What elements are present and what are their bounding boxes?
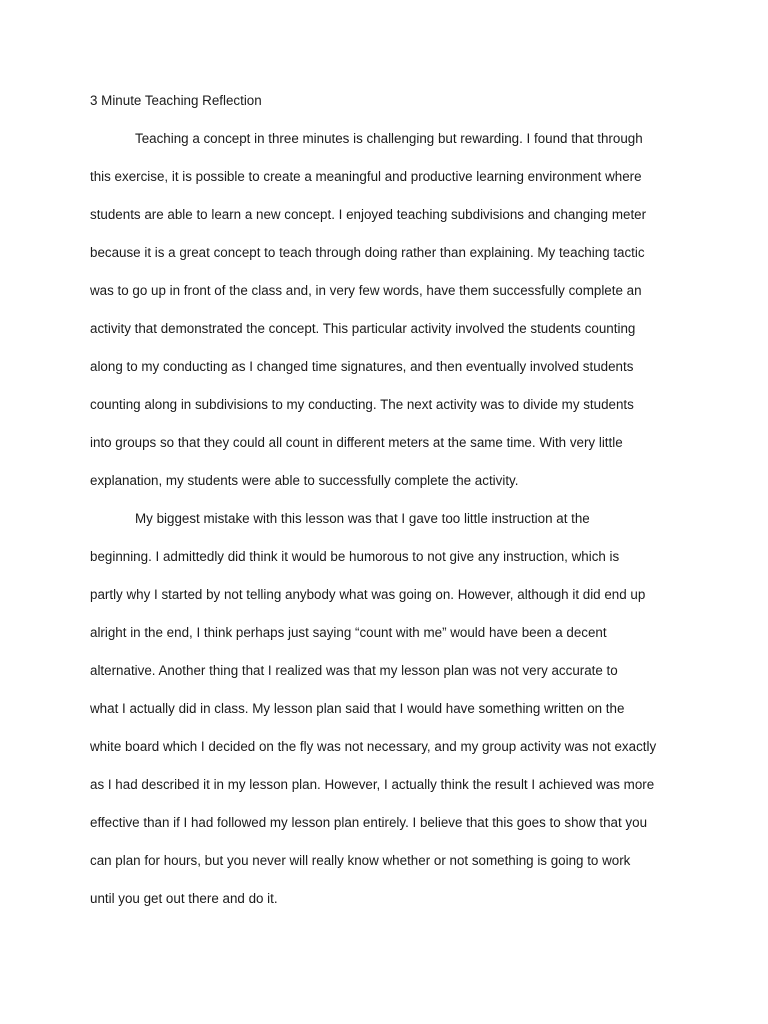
text-line-p2-8: as I had described it in my lesson plan. However, I actually think the result I achieved was more [90, 777, 655, 792]
text-line-p1-4: because it is a great concept to teach through doing rather than explaining. My teaching tactic [90, 245, 645, 260]
text-line-p2-4: alright in the end, I think perhaps just saying “count with me” would have been a decent [90, 625, 607, 640]
text-line-p2-6: what I actually did in class. My lesson plan said that I would have something written on the [90, 701, 625, 716]
text-line-p2-11: until you get out there and do it. [90, 891, 278, 906]
text-line-p2-7: white board which I decided on the fly was not necessary, and my group activity was not exactly [90, 739, 657, 754]
text-line-p1-6: activity that demonstrated the concept. This particular activity involved the students counting [90, 321, 636, 336]
text-line-p1-3: students are able to learn a new concept. I enjoyed teaching subdivisions and changing meter [90, 207, 647, 222]
text-line-p1-8: counting along in subdivisions to my conducting. The next activity was to divide my students [90, 397, 634, 412]
text-line-p2-9: effective than if I had followed my lesson plan entirely. I believe that this goes to show that you [90, 815, 648, 830]
text-line-p1-2: this exercise, it is possible to create a meaningful and productive learning environment where [90, 169, 642, 184]
text-line-p2-10: can plan for hours, but you never will really know whether or not something is going to work [90, 853, 631, 868]
document-title: 3 Minute Teaching Reflection [90, 93, 262, 108]
text-line-p1-10: explanation, my students were able to successfully complete the activity. [90, 473, 519, 488]
text-line-p2-2: beginning. I admittedly did think it would be humorous to not give any instruction, which is [90, 549, 620, 564]
text-line-p1-1: Teaching a concept in three minutes is challenging but rewarding. I found that through [135, 131, 643, 146]
text-line-p2-1: My biggest mistake with this lesson was that I gave too little instruction at the [135, 511, 590, 526]
text-line-p1-5: was to go up in front of the class and, in very few words, have them successfully complete an [90, 283, 642, 298]
text-line-p2-3: partly why I started by not telling anybody what was going on. However, although it did end up [90, 587, 646, 602]
text-line-p2-5: alternative. Another thing that I realized was that my lesson plan was not very accurate to [90, 663, 618, 678]
text-line-p1-7: along to my conducting as I changed time signatures, and then eventually involved students [90, 359, 634, 374]
text-line-p1-9: into groups so that they could all count in different meters at the same time. With very little [90, 435, 623, 450]
